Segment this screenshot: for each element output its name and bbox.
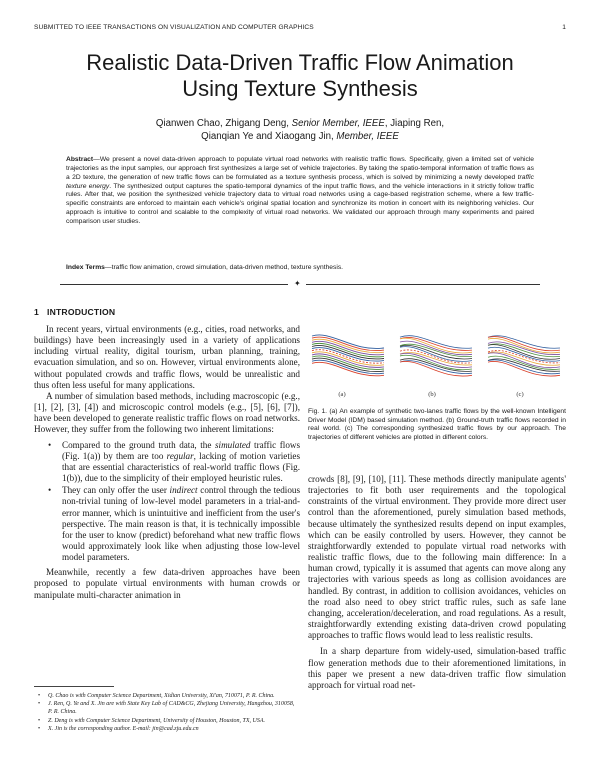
index-terms	[66, 264, 534, 273]
figure-label-a: (a)	[338, 391, 346, 398]
limitation-1-emphasis-1: simulated	[214, 439, 251, 450]
footnotes	[34, 686, 300, 733]
footnote-4	[34, 725, 300, 733]
bullet-1: •	[48, 439, 52, 450]
abstract-text-b: . The synthesized output captures the spatio-temporal dynamics of the input traffic flows, and the vehicle interactions in it strictly follow traffic rules. After that, we position the synthesized vehicle trajectory data to virtual road networks using a cage-based registration scheme, where a few traffic-specific constraints are enforced to maintain each vehicle's original spatial location and synchronize its motion in concert with its neighboring vehicles. Our approach is intuitive to control and scalable to the complexity of virtual road networks. We validated our approach through many experiments and paired comparison user studies.	[66, 182, 534, 225]
footnote-rule	[34, 686, 114, 687]
limitation-2-emphasis: indirect	[169, 485, 198, 496]
intro-paragraph-2: A number of simulation based methods, including macroscopic (e.g., [1], [2], [3], [4]) and microscopic control models (e.g., [5], [6], [7]), have been developed to generate realistic traffic flows on road networks. However, they suffer from the following two inherent limitations:	[34, 390, 300, 435]
divider-left	[60, 284, 288, 285]
author-names-1: Qianwen Chao, Zhigang Deng,	[155, 118, 289, 129]
figure-label-b: (b)	[428, 391, 436, 398]
intro-paragraph-3: Meanwhile, recently a few data-driven approaches have been proposed to populate virtual environments with human crowds or manipulate multi-character animation in	[34, 567, 300, 600]
footnote-text-3: Z. Deng is with Computer Science Department, University of Houston, Houston, TX, USA.	[48, 717, 265, 724]
section-number: 1	[34, 307, 39, 317]
author-role-2: Member, IEEE	[336, 130, 399, 142]
trajectory-panel-b	[400, 336, 472, 376]
abstract-label: Abstract	[66, 156, 94, 163]
limitation-item-1	[34, 440, 300, 485]
author-role-1: Senior Member, IEEE	[291, 118, 385, 129]
figure-1-trajectories	[306, 322, 566, 402]
trajectory-panel-c	[488, 336, 560, 376]
running-header	[34, 24, 566, 31]
limitations-list	[34, 440, 300, 564]
trajectory-panel-a	[312, 335, 384, 376]
footnote-3	[34, 717, 300, 725]
footnote-bullet-4: •	[38, 725, 41, 732]
author-names-2: Qianqian Ye and Xiaogang Jin,	[201, 130, 334, 142]
right-column	[308, 474, 566, 691]
footnote-1	[34, 692, 300, 700]
journal-name: SUBMITTED TO IEEE TRANSACTIONS ON VISUALIZATION AND COMPUTER GRAPHICS	[34, 24, 314, 31]
figure-1-caption: Fig. 1. (a) An example of synthetic two-lanes traffic flows by the well-known Intelligent Driver Model (IDM) based simulation method. (b) Ground-truth traffic flows recorded in real world. (c) The corresponding synthesized traffic flows by our approach. The trajectories of different vehicles are plotted in different colors.	[308, 408, 566, 441]
index-terms-label: Index Terms	[66, 264, 105, 271]
authors-line-2	[60, 131, 540, 144]
limitation-item-2	[34, 485, 300, 563]
footnote-bullet-2: •	[38, 701, 41, 708]
trajectory-line	[400, 361, 472, 376]
limitation-1-text-c: , lacking of motion varieties that are essential characteristics of real-world traffic flows (Fig. 1(b)), due to the simplicity of their employed heuristic rules.	[62, 450, 300, 484]
author-names-1b: , Jiaping Ren,	[384, 118, 445, 129]
title-line-1: Realistic Data-Driven Traffic Flow Animation	[86, 50, 514, 75]
paper-title	[40, 50, 560, 102]
footnote-text-2: J. Ren, Q. Ye and X. Jin are with State Key Lab of CAD&CG, Zhejiang University, Hangzhou, 310058, P. R. China.	[48, 701, 295, 716]
right-paragraph-2: In a sharp departure from widely-used, simulation-based traffic flow generation methods due to their aforementioned limitations, in this paper we present a new data-driven traffic flow simulation approach for virtual road net-	[308, 646, 566, 690]
footnote-bullet-3: •	[38, 717, 41, 724]
footnote-text-4: X. Jin is the corresponding author. E-mail: jin@cad.zju.edu.cn	[48, 725, 199, 732]
footnote-2	[34, 700, 300, 716]
author-list	[60, 118, 540, 143]
divider-right	[306, 284, 540, 285]
trajectory-plots	[312, 335, 560, 376]
footnote-bullet-1: •	[38, 693, 41, 699]
bullet-2: •	[48, 485, 52, 496]
abstract-emphasis: traffic texture energy	[66, 173, 534, 190]
right-paragraph-1: crowds [8], [9], [10], [11]. These methods directly manipulate agents' trajectories to fit both user requirements and the topological constraints of the virtual environment. They provide more direct user control than the aforementioned, purely simulation based methods, because ultimately the synthesized results depend on input examples, which can be easily controlled by users. However, they cannot be straightforwardly extended to populate virtual road networks with realistic traffic flows, due to the following main difference: In a human crowd, typically it is assumed that agents can move along any trajectories with various speeds as long as collision avoidances are handled. By contrast, in addition to collision avoidances, vehicles on the road also need to obey strict traffic rules, such as safe lane changing, acceleration/deceleration, and road regulations. As a result, straightforwardly extending existing data-driven crowd populating approaches to traffic flows would lead to less realistic results.	[308, 474, 566, 641]
intro-paragraph-1: In recent years, virtual environments (e.g., cities, road networks, and buildings) have been increasingly used in a variety of applications including virtual reality, digital tourism, urban planning, training, evacuation simulation, and so on. However, virtual environments alone, without populated crowds and traffic flows, would be unrealistic and thus often less useful for many applications.	[34, 324, 300, 390]
limitation-1-text-b: traffic flows (Fig. 1(a)) by them are too	[62, 439, 301, 461]
index-terms-text: —traffic flow animation, crowd simulation, data-driven method, texture synthesis.	[104, 264, 344, 271]
section-title: INTRODUCTION	[46, 307, 116, 317]
abstract-text-a: —We present a novel data-driven approach to populate virtual road networks with realistic traffic flows. Specifically, given a limited set of vehicle trajectories as the input samples, our approach first synthesizes a large set of vehicle trajectories. By taking the spatio-temporal information of traffic flows as a 2D texture, the generation of new traffic flows can be formulated as a texture synthesis process, which is solved by minimizing a newly developed	[66, 156, 534, 181]
title-line-2: Using Texture Synthesis	[182, 76, 418, 101]
section-heading	[34, 307, 115, 317]
left-column	[34, 324, 300, 601]
limitation-1-text-a: Compared to the ground truth data, the	[62, 439, 212, 450]
limitation-2-text-b: control through the tedious non-trivial tuning of low-level model parameters in a trial-and-error manner, which is unintuitive and inefficient from the user's perspective. The main reason is that, it is technically impossible for the user to know (predict) beforehand what new traffic flows would approximately look like when adjusting those low-level model parameters.	[62, 485, 300, 563]
abstract	[66, 156, 534, 227]
diamond-ornament: ✦	[294, 279, 301, 288]
figure-label-c: (c)	[516, 391, 524, 398]
limitation-2-text-a: They can only offer the user	[62, 485, 167, 496]
authors-line-1	[60, 118, 540, 131]
page-number: 1	[562, 24, 566, 31]
footnote-text-1: Q. Chao is with Computer Science Department, Xidian University, Xi'an, 710071, P. R. China.	[48, 693, 275, 699]
limitation-1-emphasis-2: regular	[166, 450, 194, 461]
